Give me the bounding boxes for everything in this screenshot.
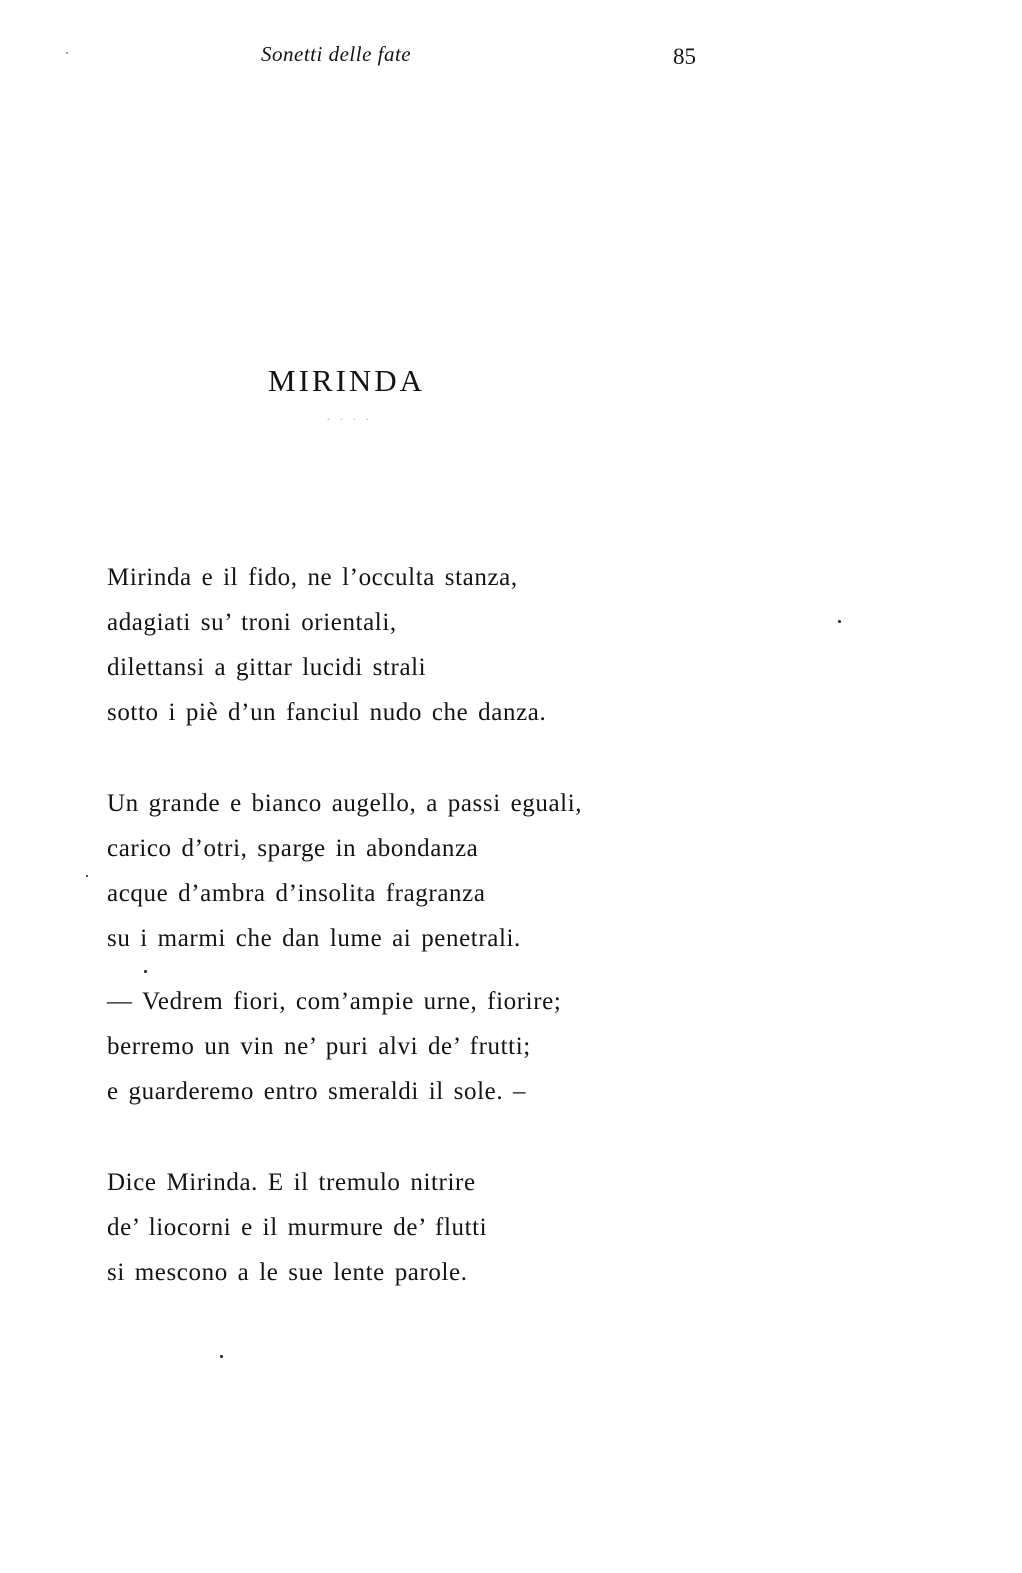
verse-line: adagiati su’ troni orientali, <box>107 609 397 636</box>
print-speck <box>86 875 88 877</box>
title-ornament: . . . . <box>327 412 373 423</box>
print-speck <box>220 1355 223 1358</box>
verse-line: Un grande e bianco augello, a passi eguali, <box>107 790 583 817</box>
verse-line: de’ liocorni e il murmure de’ flutti <box>107 1214 488 1241</box>
page-number: 85 <box>673 44 696 69</box>
verse-line: carico d’otri, sparge in abondanza <box>107 835 479 862</box>
verse-line: si mescono a le sue lente parole. <box>107 1259 468 1286</box>
print-speck <box>66 52 68 54</box>
verse-line: acque d’ambra d’insolita fragranza <box>107 880 486 907</box>
verse-line: sotto i piè d’un fanciul nudo che danza. <box>107 699 547 726</box>
stanza-4 <box>107 1160 487 1295</box>
verse-line: Mirinda e il fido, ne l’occulta stanza, <box>107 564 518 591</box>
stanza-2 <box>107 781 582 961</box>
stanza-1 <box>107 555 546 735</box>
verse-line: su i marmi che dan lume ai penetrali. <box>107 925 521 952</box>
poem-title: MIRINDA <box>268 363 426 398</box>
verse-line: e guarderemo entro smeraldi il sole. – <box>107 1078 527 1105</box>
print-speck <box>838 620 841 623</box>
print-speck <box>144 970 147 973</box>
stanza-3 <box>107 979 561 1114</box>
verse-line: Dice Mirinda. E il tremulo nitrire <box>107 1169 476 1196</box>
verse-line: dilettansi a gittar lucidi strali <box>107 654 427 681</box>
verse-line: berremo un vin ne’ puri alvi de’ frutti; <box>107 1033 531 1060</box>
verse-line: — Vedrem fiori, com’ampie urne, fiorire; <box>107 988 562 1015</box>
running-title: Sonetti delle fate <box>261 42 412 66</box>
